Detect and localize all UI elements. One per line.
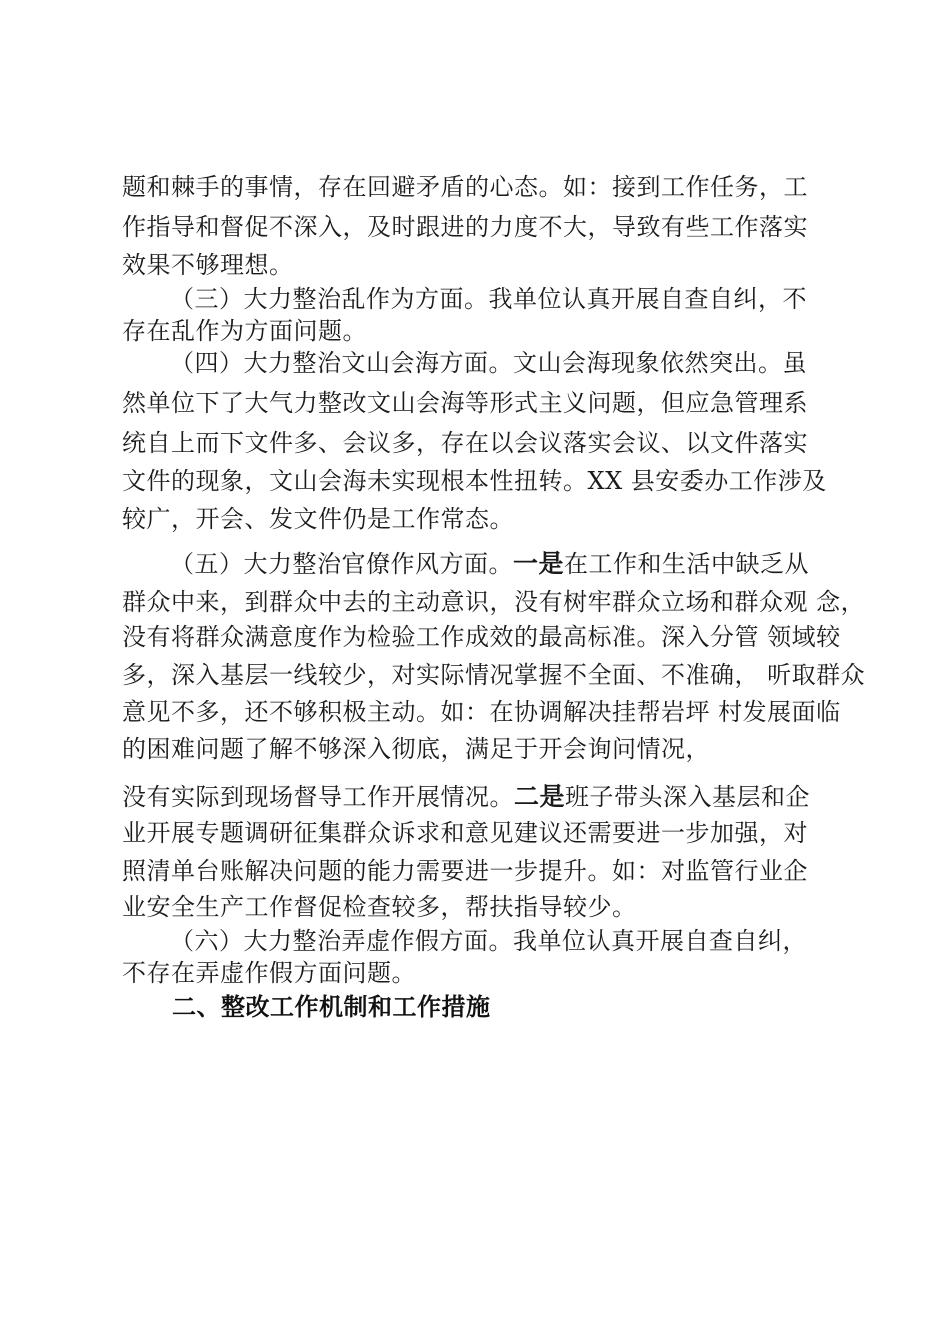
paragraph-line: 意见不多，还不够积极主动。如：在协调解决挂帮岩坪 村发展面临 xyxy=(122,698,841,726)
paragraph-line: 业安全生产工作督促检查较多，帮扶指导较少。 xyxy=(122,893,637,921)
paragraph-line: 没有将群众满意度作为检验工作成效的最高标准。深入分管 领域较 xyxy=(122,623,841,651)
line-text: 班子带头深入基层和企 xyxy=(565,783,811,811)
bold-marker: 一是 xyxy=(513,549,565,578)
paragraph-line: 统自上而下文件多、会议多，存在以会议落实会议、以文件落实 xyxy=(122,429,808,457)
paragraph-line: 群众中来，到群众中去的主动意识，没有树牢群众立场和群众观 念， xyxy=(122,588,866,616)
paragraph-line: 不存在弄虚作假方面问题。 xyxy=(122,959,416,987)
line-text: （五）大力整治官僚作风方面。 xyxy=(170,550,513,578)
paragraph-line: （四）大力整治文山会海方面。文山会海现象依然突出。虽 xyxy=(170,349,807,377)
paragraph-line: 存在乱作为方面问题。 xyxy=(122,317,367,345)
paragraph-line: 业开展专题调研征集群众诉求和意见建议还需要进一步加强，对 xyxy=(122,819,808,847)
paragraph-line: 然单位下了大气力整改文山会海等形式主义问题，但应急管理系 xyxy=(122,389,808,417)
line-text: 没有实际到现场督导工作开展情况。 xyxy=(122,783,514,811)
paragraph-line: 文件的现象，文山会海未实现根本性扭转。XX 县安委办工作涉及 xyxy=(122,467,827,495)
bold-marker: 二是 xyxy=(514,782,566,811)
paragraph-line: 作指导和督促不深入，及时跟进的力度不大，导致有些工作落实 xyxy=(122,213,808,241)
paragraph-line: 较广，开会、发文件仍是工作常态。 xyxy=(122,505,514,533)
paragraph-line: 的困难问题了解不够深入彻底，满足于开会询问情况， xyxy=(122,735,710,763)
paragraph-line: （三）大力整治乱作为方面。我单位认真开展自查自纠，不 xyxy=(170,285,807,313)
paragraph-line: 效果不够理想。 xyxy=(122,251,294,279)
paragraph-line: 照清单台账解决问题的能力需要进一步提升。如：对监管行业企 xyxy=(122,857,808,885)
paragraph-line xyxy=(170,549,809,579)
paragraph-line xyxy=(122,782,810,812)
paragraph-line: （六）大力整治弄虚作假方面。我单位认真开展自查自纠， xyxy=(170,927,807,955)
section-heading: 二、整改工作机制和工作措施 xyxy=(172,993,491,1021)
paragraph-line: 题和棘手的事情，存在回避矛盾的心态。如：接到工作任务，工 xyxy=(122,173,808,201)
line-text: 在工作和生活中缺乏从 xyxy=(564,550,810,578)
paragraph-line: 多，深入基层一线较少，对实际情况掌握不全面、不准确， 听取群众 xyxy=(122,661,866,689)
